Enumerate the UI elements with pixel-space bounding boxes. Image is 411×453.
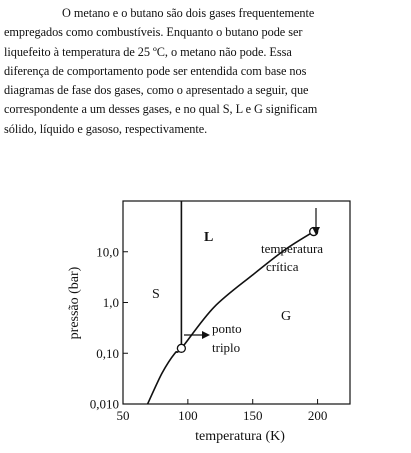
question-line: sólido, líquido e gasoso, respectivamente. [4, 121, 208, 136]
region-gas-label: G [281, 309, 292, 324]
x-tick-label: 200 [307, 408, 328, 423]
triple-point-marker [177, 344, 185, 352]
question-line: liquefeito à temperatura de 25 ºC, o metano não pode. Essa [4, 44, 292, 59]
x-tick-label: 50 [116, 408, 130, 423]
x-tick-label: 100 [178, 408, 198, 423]
question-line: O metano e o butano são dois gases frequentemente [62, 6, 315, 20]
phase-boundaries [148, 201, 314, 404]
x-tick-label: 150 [242, 408, 263, 423]
critical-temperature-label-line1: temperatura [261, 241, 324, 256]
y-tick-label: 10,0 [96, 244, 119, 260]
x-axis-label: temperatura (K) [195, 429, 285, 444]
y-tick-label: 0,10 [96, 345, 119, 361]
question-line: diagramas de fase dos gases, como o apresentado a seguir, que [4, 83, 309, 98]
triple-point-label-line2: triplo [212, 340, 241, 355]
critical-temperature-label-line2: crítica [266, 259, 299, 274]
question-line: diferença de comportamento pode ser entendida com base nos [4, 63, 307, 78]
y-axis-label: pressão (bar) [67, 266, 82, 340]
question-line: correspondente a um desses gases, e no qual S, L e G significam [4, 102, 318, 117]
y-tick-group [90, 244, 128, 411]
region-solid-label: S [152, 287, 160, 302]
y-tick-label: 1,0 [102, 295, 119, 310]
question-line: empregados como combustíveis. Enquanto o butano pode ser [4, 25, 303, 40]
y-tick-label: 0,010 [89, 396, 119, 412]
region-liquid-label: L [204, 230, 214, 245]
triple-point-label-line1: ponto [212, 321, 242, 336]
